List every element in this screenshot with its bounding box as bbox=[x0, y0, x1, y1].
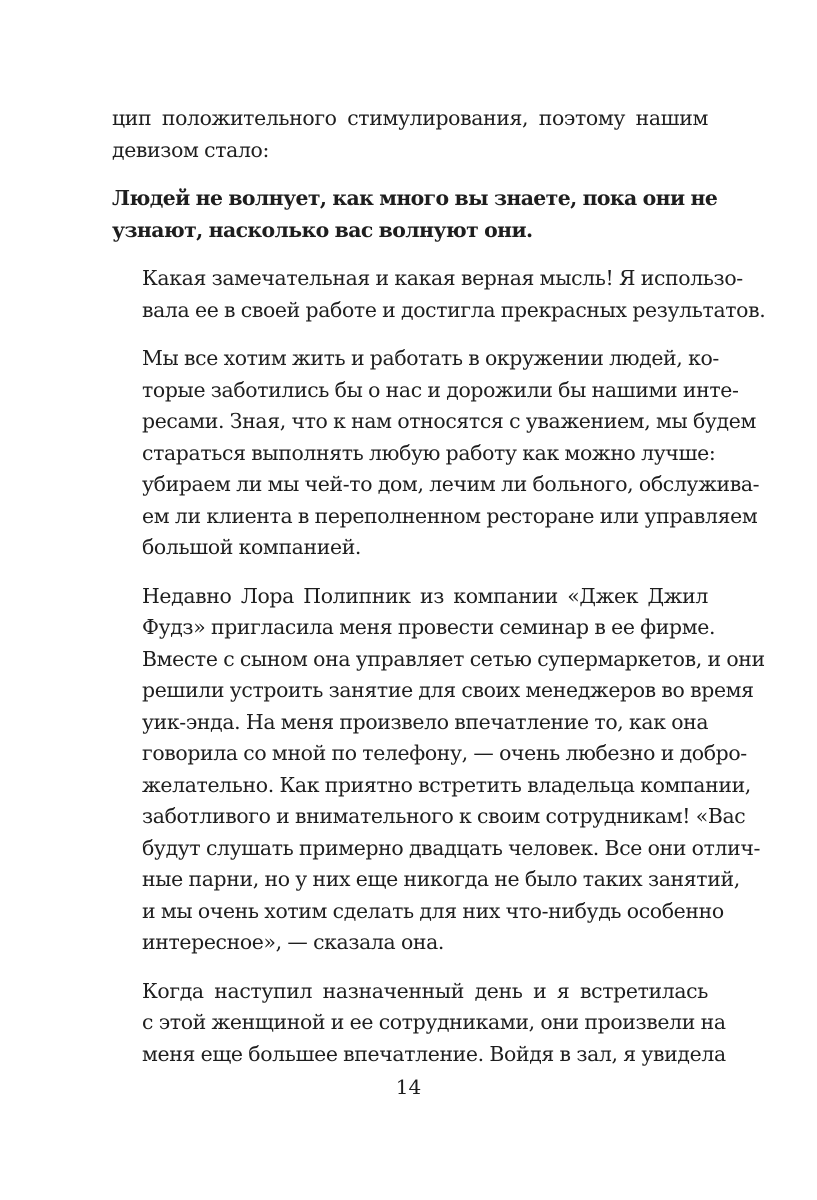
text-line: убираем ли мы чей-то дом, лечим ли больного, обслужива- bbox=[142, 472, 760, 496]
text-line: ные парни, но у них еще никогда не было таких занятий, bbox=[142, 867, 740, 891]
text-paragraph bbox=[112, 263, 766, 326]
page-body bbox=[112, 103, 766, 1087]
text-paragraph bbox=[112, 976, 726, 1071]
text-line: будут слушать примерно двадцать человек. Все они отлич- bbox=[142, 835, 761, 860]
text-line: Людей не волнует, как много вы знаете, пока они не bbox=[112, 186, 718, 210]
text-line: интересное», — сказала она. bbox=[142, 930, 445, 954]
text-line: решили устроить занятие для своих менеджеров во время bbox=[142, 678, 754, 702]
text-paragraph bbox=[112, 343, 760, 564]
text-line: говорила со мной по телефону, — очень любезно и добро- bbox=[142, 741, 747, 765]
text-line: Мы все хотим жить и работать в окружении людей, ко- bbox=[142, 346, 719, 370]
text-line: Когда наступил назначенный день и я встретилась bbox=[142, 978, 708, 1003]
text-line: большой компанией. bbox=[142, 535, 362, 559]
text-line: ресами. Зная, что к нам относятся с уважением, мы будем bbox=[142, 409, 756, 433]
text-line: желательно. Как приятно встретить владельца компании, bbox=[142, 772, 751, 797]
text-paragraph bbox=[112, 581, 765, 959]
text-line: Фудз» пригласила меня провести семинар в ее фирме. bbox=[142, 615, 716, 639]
text-line: ем ли клиента в переполненном ресторане или управляем bbox=[142, 503, 758, 528]
bold-quote-paragraph bbox=[112, 183, 718, 246]
text-line: узнают, насколько вас волнуют они. bbox=[112, 217, 533, 242]
text-line: стараться выполнять любую работу как можно лучше: bbox=[142, 440, 716, 465]
text-line: торые заботились бы о нас и дорожили бы нашими инте- bbox=[142, 377, 739, 402]
text-line: и мы очень хотим сделать для них что-нибудь особенно bbox=[142, 898, 724, 923]
text-line: Какая замечательная и какая верная мысль! Я использо- bbox=[142, 266, 743, 290]
text-line: меня еще большее впечатление. Войдя в зал, я увидела bbox=[142, 1041, 726, 1066]
text-line: Недавно Лора Полипник из компании «Джек Джил bbox=[142, 583, 708, 608]
text-line: вала ее в своей работе и достигла прекрасных результатов. bbox=[142, 297, 766, 322]
text-line: уик-энда. На меня произвело впечатление то, как она bbox=[142, 709, 709, 734]
text-line: девизом стало: bbox=[112, 137, 269, 162]
text-line: Вместе с сыном она управляет сетью супермаркетов, и они bbox=[142, 646, 765, 671]
text-line: заботливого и внимательного к своим сотрудникам! «Вас bbox=[142, 804, 746, 828]
text-line: с этой женщиной и ее сотрудниками, они произвели на bbox=[142, 1010, 726, 1034]
text-line: цип положительного стимулирования, поэтому нашим bbox=[112, 106, 708, 130]
text-paragraph bbox=[112, 103, 708, 166]
page-number: 14 bbox=[395, 1075, 422, 1099]
